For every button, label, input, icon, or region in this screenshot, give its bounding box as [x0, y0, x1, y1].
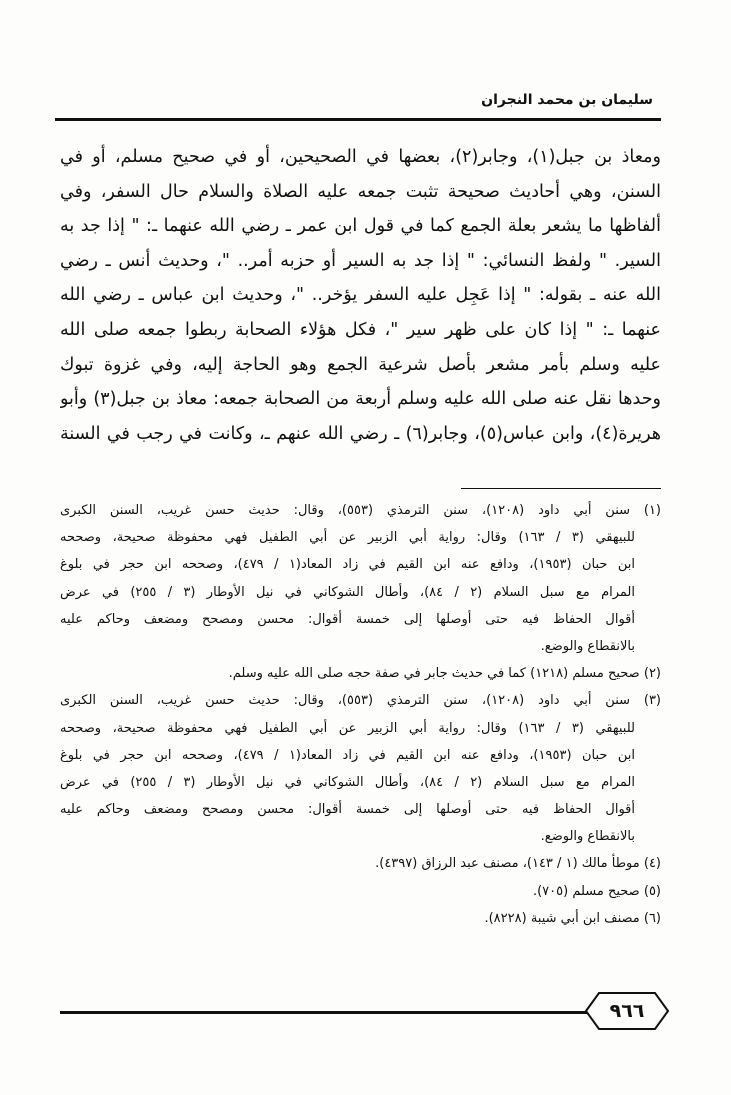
footnote-line: (٦) مصنف ابن أبي شيبة (٨٢٢٨).: [484, 910, 661, 926]
footnote-line: ابن حبان (١٩٥٣)، ودافع عنه ابن القيم في زاد المعاد(١ / ٤٧٩)، وصححه ابن حجر في بلوغ: [60, 557, 635, 573]
footnote-line: (٢) صحيح مسلم (١٢١٨) كما في حديث جابر في صفة حجه صلى الله عليه وسلم.: [228, 666, 661, 682]
body-line: عليه وسلم بأمر مشعر بأصل شرعية الجمع وهو الحاجة إليه، وفي غزوة تبوك: [60, 354, 661, 375]
body-line: وحدها نقل عنه صلى الله عليه وسلم أربعة من الصحابة جمعه: معاذ بن جبل(٣) وأبو: [60, 389, 661, 410]
footnotes: [60, 497, 661, 932]
body-line: ألفاظها ما يشعر بعلة الجمع كما في قول ابن عمر ـ رضي الله عنهما ـ: " إذا جد به: [60, 216, 661, 237]
footnote-line: المرام مع سبل السلام (٢ / ٨٤)، وأطال الشوكاني في نيل الأوطار (٣ / ٢٥٥) في عرض: [60, 774, 635, 790]
body-line: هريرة(٤)، وابن عباس(٥)، وجابر(٦) ـ رضي الله عنهم ـ، وكانت في رجب في السنة: [60, 423, 661, 444]
body-line: عنهما ـ: " إذا كان على ظهر سير "، فكل هؤلاء الصحابة ربطوا جمعه صلى الله: [60, 319, 661, 340]
footer-rule: [60, 1011, 661, 1014]
header-rule: [55, 118, 661, 121]
footnote-line: (٥) صحيح مسلم (٧٠٥).: [532, 883, 661, 899]
footnote-line: بالانقطاع والوضع.: [540, 829, 635, 845]
footnote-line: (٣) سنن أبي داود (١٢٠٨)، سنن الترمذي (٥٥٣)، وقال: حديث حسن غريب، السنن الكبرى: [60, 693, 661, 709]
footnote-line: أقوال الحفاظ فيه حتى أوصلها إلى خمسة أقوال: محسن ومصحح ومضعف وحاكم عليه: [60, 611, 635, 627]
footnote-line: ابن حبان (١٩٥٣)، ودافع عنه ابن القيم في زاد المعاد(١ / ٤٧٩)، وصححه ابن حجر في بلوغ: [60, 747, 635, 763]
page-number: ٩٦٦: [609, 1000, 645, 1022]
footnote-line: (١) سنن أبي داود (١٢٠٨)، سنن الترمذي (٥٥٣)، وقال: حديث حسن غريب، السنن الكبرى: [60, 503, 661, 518]
running-header-author: سليمان بن محمد النجران: [481, 92, 653, 108]
footnote-line: المرام مع سبل السلام (٢ / ٨٤)، وأطال الشوكاني في نيل الأوطار (٣ / ٢٥٥) في عرض: [60, 584, 635, 600]
footnote-line: للبيهقي (٣ / ١٦٣) وقال: رواية أبي الزبير عن أبي الطفيل فهي محفوظة صحيحة، وصححه: [60, 530, 635, 546]
main-text: [60, 140, 661, 451]
body-line: ومعاذ بن جبل(١)، وجابر(٢)، بعضها في الصحيحين، أو في صحيح مسلم، أو في: [60, 147, 661, 167]
footnote-line: بالانقطاع والوضع.: [540, 638, 635, 654]
page-number-badge: [585, 992, 669, 1030]
body-line: الله عنه ـ بقوله: " إذا عَجِل عليه السفر يؤخر.. "، وحديث ابن عباس ـ رضي الله: [60, 285, 661, 306]
footnote-line: (٤) موطأ مالك (١ / ١٤٣)، مصنف عبد الرزاق (٤٣٩٧).: [375, 856, 661, 872]
footnote-line: أقوال الحفاظ فيه حتى أوصلها إلى خمسة أقوال: محسن ومصحح ومضعف وحاكم عليه: [60, 802, 635, 818]
footnote-separator: [461, 488, 661, 489]
body-line: السنن، وهي أحاديث صحيحة تثبت جمعه عليه الصلاة والسلام حال السفر، وفي: [60, 181, 661, 202]
body-line: السير. " ولفظ النسائي: " إذا جد به السير أو حزبه أمر.. "، وحديث أنس ـ رضي: [60, 250, 661, 271]
footnote-line: للبيهقي (٣ / ١٦٣) وقال: رواية أبي الزبير عن أبي الطفيل فهي محفوظة صحيحة، وصححه: [60, 720, 635, 736]
